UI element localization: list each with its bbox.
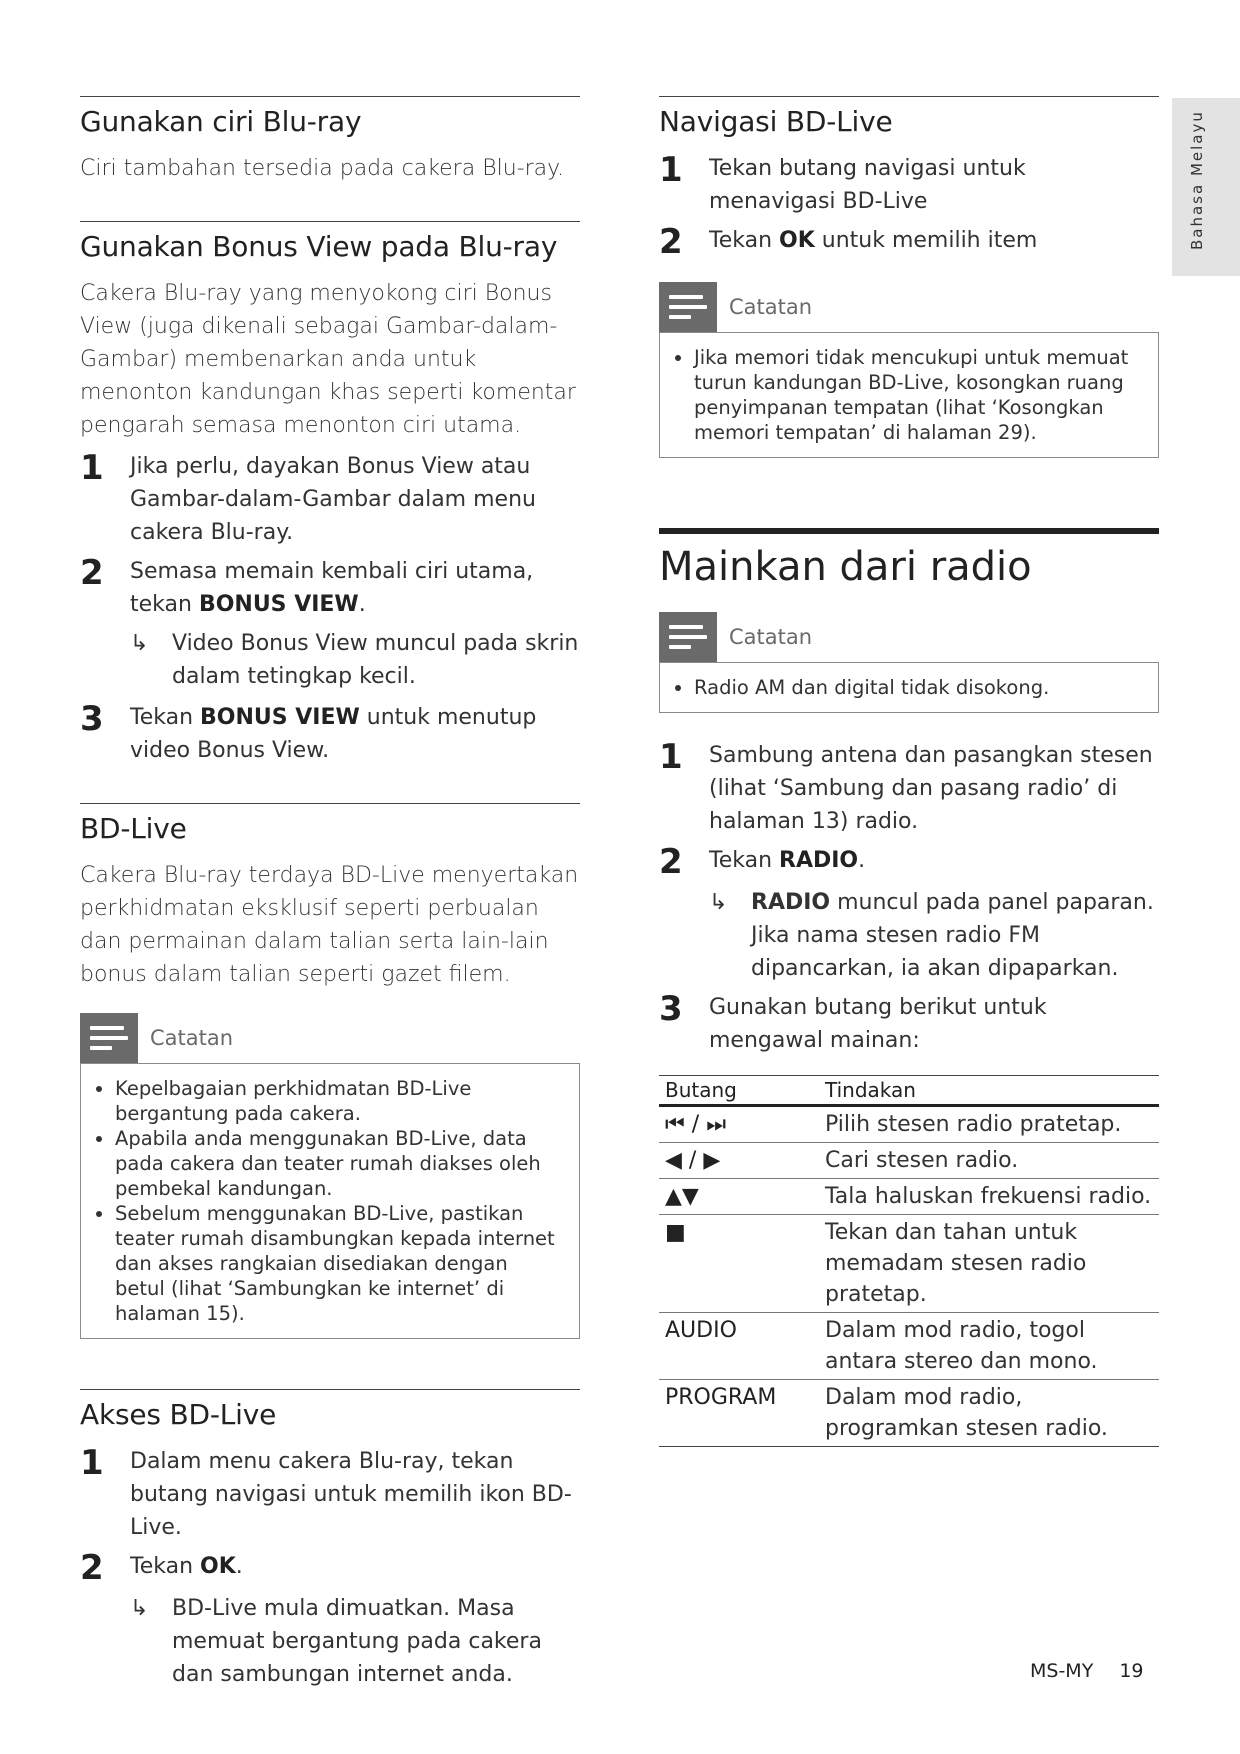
step-text: Tekan butang navigasi untuk menavigasi BD-Live: [709, 156, 1026, 214]
step-result: [709, 886, 1159, 985]
section-title: Akses BD-Live: [80, 1398, 277, 1431]
step-number: 3: [659, 989, 683, 1029]
step-number: 1: [80, 448, 104, 488]
section-navigate-bd-live: [659, 96, 1159, 458]
step-number: 1: [80, 1443, 104, 1483]
result-text: BD-Live mula dimuatkan. Masa memuat bergantung pada cakera dan sambungan internet anda.: [172, 1596, 542, 1687]
step-text: Tekan BONUS VIEW untuk menutup video Bonus View.: [130, 705, 537, 763]
table-row: [659, 1313, 1159, 1380]
action-cell: Tekan dan tahan untuk memadam stesen radio pratetap.: [819, 1215, 1159, 1313]
step: [80, 450, 580, 549]
section-blu-ray-features: [80, 96, 580, 185]
table-header-row: [659, 1076, 1159, 1106]
button-cell: PROGRAM: [659, 1380, 819, 1447]
result-arrow-icon: ↳: [130, 1596, 149, 1621]
section-body: Cakera Blu-ray yang menyokong ciri Bonus View (juga dikenali sebagai Gambar-dalam-Gambar) membenarkan anda untuk menonton kandungan khas seperti komentar pengarah semasa menonton ciri utama.: [80, 281, 576, 438]
step-number: 1: [659, 737, 683, 777]
section-title: Navigasi BD-Live: [659, 105, 893, 138]
column-header: Butang: [659, 1076, 819, 1106]
note-label: Catatan: [729, 295, 813, 319]
language-tab: [1172, 98, 1240, 276]
note-item: • Radio AM dan digital tidak disokong.: [694, 675, 1142, 700]
step-number: 2: [80, 1548, 104, 1588]
result-arrow-icon: ↳: [130, 631, 149, 656]
note: [659, 612, 1159, 713]
note-item: • Apabila anda menggunakan BD-Live, data pada cakera dan teater rumah diakses oleh pembekal kandungan.: [115, 1126, 563, 1201]
step: [659, 991, 1159, 1057]
key-label: OK: [200, 1554, 236, 1579]
table-row: [659, 1106, 1159, 1143]
table-row: [659, 1380, 1159, 1447]
note: [659, 282, 1159, 458]
step: [80, 1550, 580, 1586]
chapter-title: Mainkan dari radio: [659, 544, 1032, 590]
note-item: • Sebelum menggunakan BD-Live, pastikan teater rumah disambungkan kepada internet dan akses rangkaian disediakan dengan betul (lihat ‘Sambungkan ke internet’ di halaman 15).: [115, 1201, 563, 1326]
step-text: Tekan OK untuk memilih item: [709, 228, 1038, 253]
action-cell: Tala haluskan frekuensi radio.: [819, 1179, 1159, 1215]
step-number: 2: [659, 842, 683, 882]
action-cell: Pilih stesen radio pratetap.: [819, 1106, 1159, 1143]
key-label: OK: [779, 228, 815, 253]
result-text: RADIO muncul pada panel paparan. Jika nama stesen radio FM dipancarkan, ia akan dipaparkan.: [751, 890, 1154, 981]
step-result: [130, 627, 580, 693]
action-cell: Dalam mod radio, programkan stesen radio.: [819, 1380, 1159, 1447]
section-title: BD-Live: [80, 812, 187, 845]
section-title: Gunakan Bonus View pada Blu-ray: [80, 230, 558, 263]
language-tab-label: Bahasa Melayu: [1188, 110, 1206, 250]
step: [659, 844, 1159, 880]
button-cell: AUDIO: [659, 1313, 819, 1380]
table-row: [659, 1179, 1159, 1215]
language-code: MS-MY: [1030, 1660, 1094, 1682]
section-body: Cakera Blu-ray terdaya BD-Live menyertakan perkhidmatan eksklusif seperti perbualan dan permainan dalam talian serta lain-lain bonus dalam talian seperti gazet filem.: [80, 863, 579, 987]
note: [80, 1013, 580, 1339]
action-cell: Dalam mod radio, togol antara stereo dan mono.: [819, 1313, 1159, 1380]
step: [80, 701, 580, 767]
section-bonus-view: [80, 221, 580, 767]
note-box: [659, 662, 1159, 713]
step-result: [130, 1592, 580, 1691]
step-number: 1: [659, 150, 683, 190]
note-label: Catatan: [150, 1026, 234, 1050]
note-box: [80, 1063, 580, 1339]
button-cell: ⏮ / ⏭: [659, 1106, 819, 1143]
button-cell: ◀ / ▶: [659, 1143, 819, 1179]
step-text: Tekan RADIO.: [709, 848, 866, 873]
button-cell: ▲▼: [659, 1179, 819, 1215]
step-text: Jika perlu, dayakan Bonus View atau Gambar-dalam-Gambar dalam menu cakera Blu-ray.: [130, 454, 536, 545]
note-item: • Jika memori tidak mencukupi untuk memuat turun kandungan BD-Live, kosongkan ruang penyimpanan tempatan (lihat ‘Kosongkan memori tempatan’ di halaman 29).: [694, 345, 1142, 445]
note-box: [659, 332, 1159, 458]
step-text: Semasa memain kembali ciri utama, tekan BONUS VIEW.: [130, 559, 534, 617]
step-number: 3: [80, 699, 104, 739]
note-icon: [659, 612, 717, 662]
step: [659, 739, 1159, 838]
note-label: Catatan: [729, 625, 813, 649]
section-body: Ciri tambahan tersedia pada cakera Blu-ray.: [80, 156, 564, 181]
note-icon: [659, 282, 717, 332]
step-number: 2: [659, 222, 683, 262]
step: [659, 152, 1159, 218]
step-text: Dalam menu cakera Blu-ray, tekan butang navigasi untuk memilih ikon BD-Live.: [130, 1449, 572, 1540]
key-label: BONUS VIEW: [198, 592, 359, 617]
result-arrow-icon: ↳: [709, 890, 728, 915]
button-action-table: [659, 1075, 1159, 1447]
step-text: Sambung antena dan pasangkan stesen (lihat ‘Sambung dan pasang radio’ di halaman 13) radio.: [709, 743, 1153, 834]
action-cell: Cari stesen radio.: [819, 1143, 1159, 1179]
result-text: Video Bonus View muncul pada skrin dalam tetingkap kecil.: [172, 631, 579, 689]
note-icon: [80, 1013, 138, 1063]
left-column: [80, 96, 580, 1727]
note-item: • Kepelbagaian perkhidmatan BD-Live bergantung pada cakera.: [115, 1076, 563, 1126]
table-row: [659, 1143, 1159, 1179]
right-column: [659, 96, 1159, 1447]
step-number: 2: [80, 553, 104, 593]
step-text: Tekan OK.: [130, 1554, 243, 1579]
step: [80, 555, 580, 621]
step: [80, 1445, 580, 1544]
page-number: 19: [1119, 1660, 1144, 1682]
table-row: [659, 1215, 1159, 1313]
key-label: BONUS VIEW: [200, 705, 360, 730]
key-label: RADIO: [779, 848, 859, 873]
column-header: Tindakan: [819, 1076, 1159, 1106]
section-title: Gunakan ciri Blu-ray: [80, 105, 362, 138]
section-bd-live: [80, 803, 580, 1339]
step-text: Gunakan butang berikut untuk mengawal mainan:: [709, 995, 1047, 1053]
page-footer: [1030, 1660, 1144, 1682]
step: [659, 224, 1159, 260]
section-access-bd-live: [80, 1389, 580, 1691]
button-cell: ■: [659, 1215, 819, 1313]
section-radio: [659, 528, 1159, 1447]
